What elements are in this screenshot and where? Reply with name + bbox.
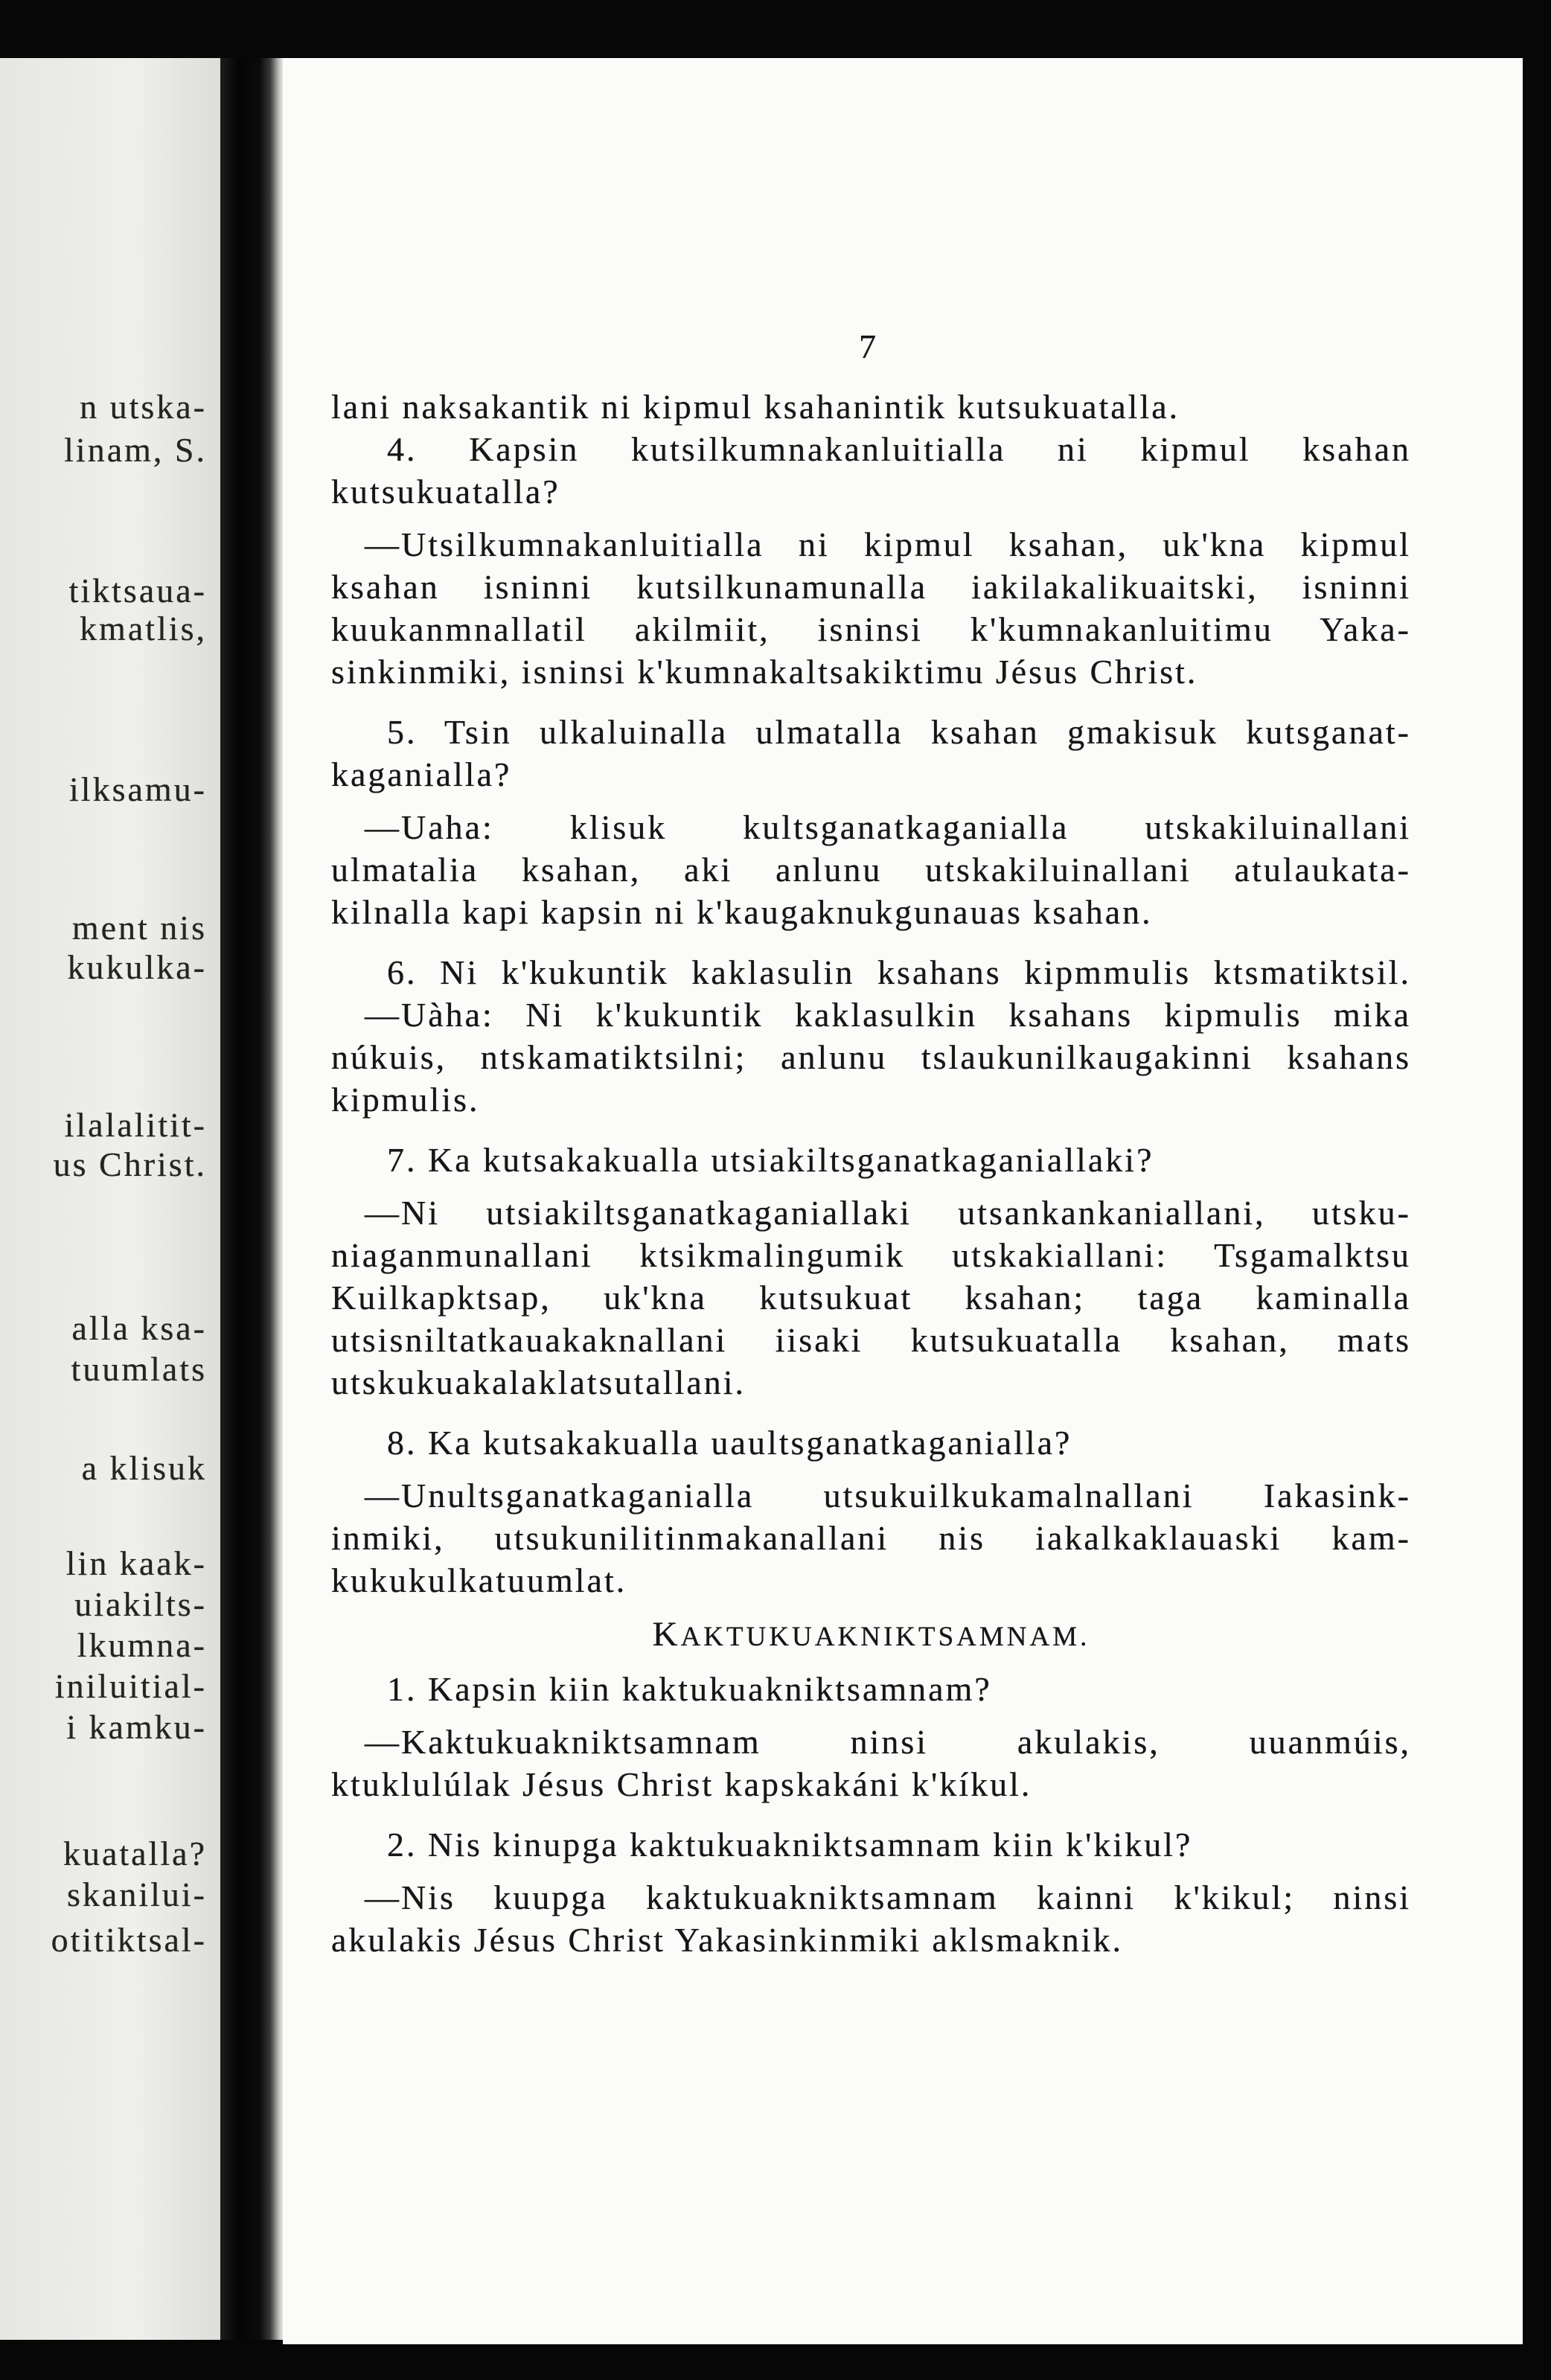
text-line: akulakis Jésus Christ Yakasinkinmiki aklsmaknik. [331, 1921, 1123, 1959]
answer-line: —Uàha: Ni k'kukuntik kaklasulkin ksahans kipmulis mika [365, 996, 1411, 1034]
question-line: 8. Ka kutsakakualla uaultsganatkaganialla? [387, 1424, 1072, 1462]
text-line: inmiki, utsukunilitinmakanallani nis iakalkaklauaski kam- [331, 1519, 1411, 1557]
answer-line: —Ni utsiakiltsganatkaganiallaki utsankankaniallani, utsku- [365, 1194, 1411, 1232]
left-page-fragment: n utska- [80, 388, 207, 426]
left-page-fragment: ment nis [71, 909, 207, 947]
text-line: kilnalla kapi kapsin ni k'kaugaknukgunauas ksahan. [331, 893, 1153, 931]
text-line: kutsukuatalla? [331, 473, 560, 511]
left-page-fragment: kukulka- [67, 948, 207, 986]
text-line: kukukulkatuumlat. [331, 1561, 627, 1599]
text-line: ulmatalia ksahan, aki anlunu utskakiluinallani atulaukata- [331, 851, 1411, 889]
body-text [331, 386, 1411, 1961]
left-page-fragment: lkumna- [77, 1626, 207, 1664]
question-line: 5. Tsin ulkaluinalla ulmatalla ksahan gmakisuk kutsganat- [387, 713, 1411, 751]
section-heading: KAKTUKUAKNIKTSAMNAM. [652, 1615, 1090, 1654]
left-page-fragment: lin kaak- [65, 1544, 207, 1582]
page-number: 7 [859, 327, 876, 365]
text-line: núkuis, ntskamatiktsilni; anlunu tslaukunilkaugakinni ksahans [331, 1038, 1411, 1076]
text-line: kuukanmnallatil akilmiit, isninsi k'kumnakanluitimu Yaka- [331, 610, 1411, 648]
left-page-fragment: iniluitial- [54, 1667, 207, 1705]
left-page-fragment: i kamku- [66, 1708, 207, 1746]
answer-line: —Utsilkumnakanluitialla ni kipmul ksahan, uk'kna kipmul [365, 525, 1411, 563]
text-line: lani naksakantik ni kipmul ksahanintik kutsukuatalla. [331, 388, 1180, 426]
left-page-fragment: skanilui- [67, 1875, 207, 1913]
left-page-fragment: a klisuk [81, 1449, 207, 1487]
text-line: kaganialla? [331, 755, 512, 793]
question-line: 4. Kapsin kutsilkumnakanluitialla ni kipmul ksahan [387, 430, 1411, 468]
answer-line: —Uaha: klisuk kultsganatkaganialla utskakiluinallani [365, 808, 1411, 846]
question-line: 6. Ni k'kukuntik kaklasulin ksahans kipmmulis ktsmatiktsil. [387, 953, 1411, 991]
left-page-fragment: tiktsaua- [68, 572, 207, 610]
left-page-fragment: us Christ. [53, 1145, 207, 1183]
question-line: 7. Ka kutsakakualla utsiakiltsganatkaganiallaki? [387, 1141, 1154, 1179]
left-page-fragment: alla ksa- [71, 1309, 207, 1347]
answer-line: —Kaktukuakniktsamnam ninsi akulakis, uuanmúis, [365, 1723, 1411, 1761]
text-line: ktuklulúlak Jésus Christ kapskakáni k'kíkul. [331, 1765, 1032, 1803]
answer-line: —Unultsganatkaganialla utsukuilkukamalnallani Iakasink- [365, 1477, 1411, 1514]
left-page-fragment: linam, S. [64, 431, 207, 469]
text-line: kipmulis. [331, 1081, 480, 1119]
text-line: ksahan isninni kutsilkunamunalla iakilakalikuaitski, isninni [331, 568, 1411, 606]
gutter-shadow [220, 58, 284, 2340]
question-line: 2. Nis kinupga kaktukuakniktsamnam kiin k'kikul? [387, 1826, 1193, 1864]
text-line: utsisniltatkauakaknallani iisaki kutsukuatalla ksahan, mats [331, 1321, 1411, 1359]
left-page-fragment: otitiktsal- [51, 1921, 207, 1959]
left-page-fragment: tuumlats [71, 1350, 207, 1388]
left-page-fragment: ilksamu- [69, 770, 207, 808]
text-line: utskukuakalaklatsutallani. [331, 1363, 746, 1401]
text-line: sinkinmiki, isninsi k'kumnakaltsakiktimu Jésus Christ. [331, 653, 1198, 691]
question-line: 1. Kapsin kiin kaktukuakniktsamnam? [387, 1670, 992, 1708]
answer-line: —Nis kuupga kaktukuakniktsamnam kainni k'kikul; ninsi [365, 1878, 1411, 1916]
left-page-fragment: kuatalla? [63, 1834, 207, 1872]
left-page-fragment: kmatlis, [80, 610, 207, 647]
left-page-fragment: ilalalitit- [64, 1106, 207, 1144]
text-line: Kuilkapktsap, uk'kna kutsukuat ksahan; taga kaminalla [331, 1279, 1411, 1317]
left-page-fragment: uiakilts- [74, 1585, 207, 1623]
text-line: niaganmunallani ktsikmalingumik utskakiallani: Tsgamalktsu [331, 1236, 1411, 1274]
